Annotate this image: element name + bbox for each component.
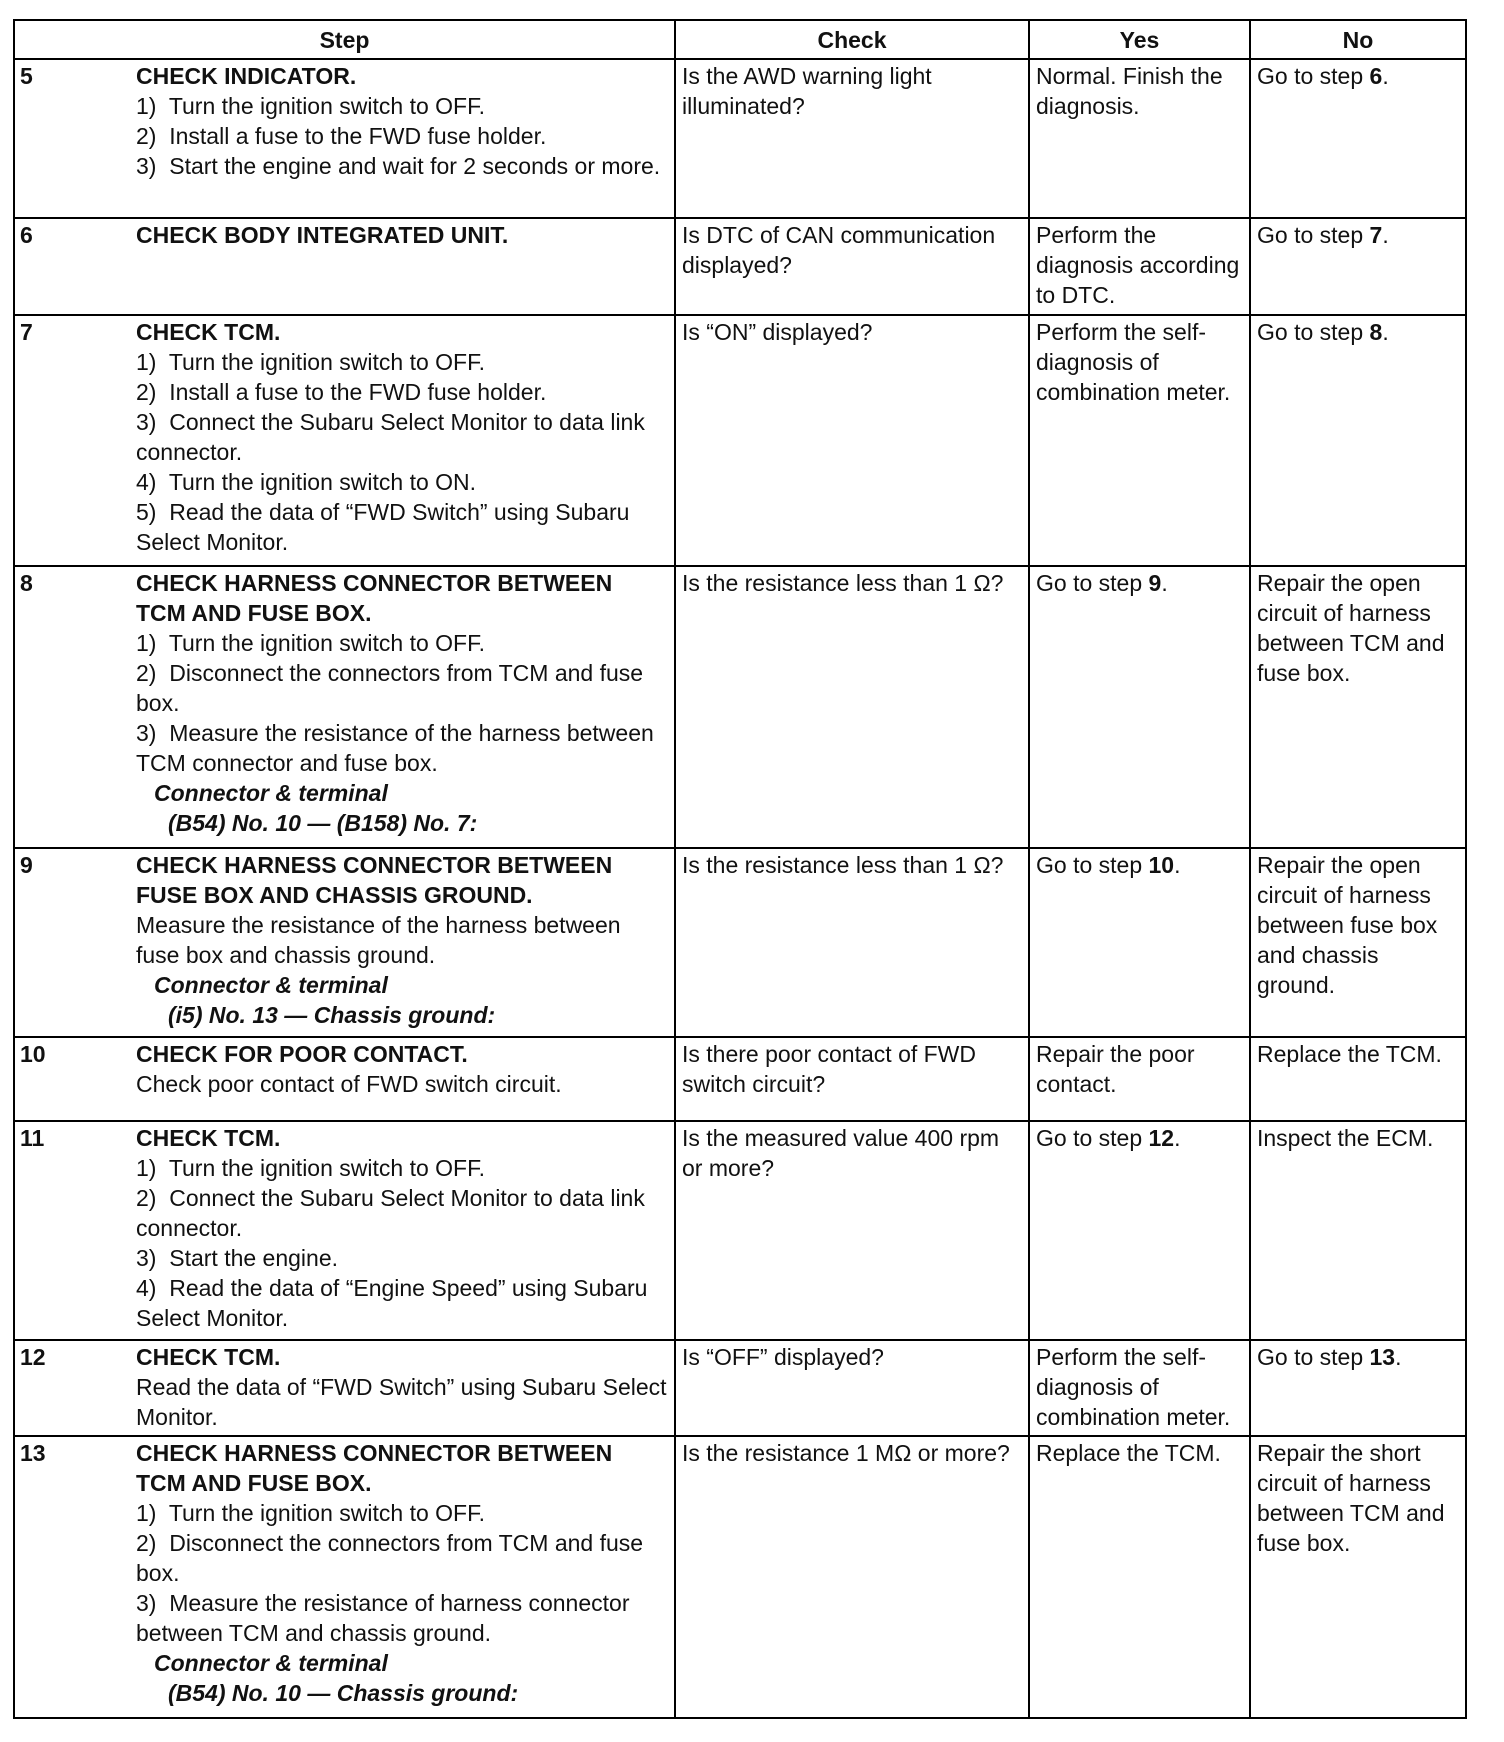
step-procedure <box>132 848 675 1037</box>
connector-terminal-label: Connector & terminal <box>154 1650 388 1676</box>
header-yes: Yes <box>1029 20 1250 59</box>
step-row-6 <box>14 218 1466 315</box>
instruction-line: 4) Read the data of “Engine Speed” using Subaru Select Monitor. <box>136 1275 648 1331</box>
header-check: Check <box>675 20 1029 59</box>
instruction-line: 1) Turn the ignition switch to OFF. <box>136 1155 485 1181</box>
step-row-8 <box>14 566 1466 848</box>
step-procedure <box>132 566 675 848</box>
step-title: CHECK TCM. <box>136 1125 281 1151</box>
check-question: Is the resistance less than 1 Ω? <box>675 566 1029 848</box>
check-question: Is there poor contact of FWD switch circuit? <box>675 1037 1029 1121</box>
instruction-line: 1) Turn the ignition switch to OFF. <box>136 93 485 119</box>
yes-action: Go to step 10. <box>1029 848 1250 1037</box>
instruction-line: 4) Turn the ignition switch to ON. <box>136 469 477 495</box>
yes-action: Perform the self-diagnosis of combination meter. <box>1029 1340 1250 1436</box>
no-action: Go to step 13. <box>1250 1340 1466 1436</box>
step-number: 7 <box>14 315 132 566</box>
instruction-text: Measure the resistance of the harness between fuse box and chassis ground. <box>136 912 621 968</box>
yes-action: Perform the diagnosis according to DTC. <box>1029 218 1250 315</box>
step-number: 12 <box>14 1340 132 1436</box>
step-number: 11 <box>14 1121 132 1340</box>
no-action: Inspect the ECM. <box>1250 1121 1466 1340</box>
check-question: Is the resistance less than 1 Ω? <box>675 848 1029 1037</box>
connector-terminal-label: Connector & terminal <box>154 780 388 806</box>
header-row <box>14 20 1466 59</box>
step-procedure <box>132 1436 675 1718</box>
step-procedure <box>132 1340 675 1436</box>
step-number: 8 <box>14 566 132 848</box>
diagnosis-table <box>13 19 1467 1719</box>
step-title: CHECK HARNESS CONNECTOR BETWEEN FUSE BOX AND CHASSIS GROUND. <box>136 852 613 908</box>
step-procedure <box>132 315 675 566</box>
step-procedure <box>132 1121 675 1340</box>
instruction-line: 2) Install a fuse to the FWD fuse holder. <box>136 123 547 149</box>
check-question: Is “OFF” displayed? <box>675 1340 1029 1436</box>
connector-terminal-label: Connector & terminal <box>154 972 388 998</box>
instruction-line: 2) Disconnect the connectors from TCM and fuse box. <box>136 660 644 716</box>
step-number: 10 <box>14 1037 132 1121</box>
instruction-text: Read the data of “FWD Switch” using Subaru Select Monitor. <box>136 1374 667 1430</box>
step-row-5 <box>14 59 1466 218</box>
connector-terminal-value: (B54) No. 10 — Chassis ground: <box>168 1680 519 1706</box>
instruction-line: 2) Disconnect the connectors from TCM and fuse box. <box>136 1530 644 1586</box>
instruction-line: 3) Measure the resistance of the harness between TCM connector and fuse box. <box>136 720 654 776</box>
step-row-11 <box>14 1121 1466 1340</box>
instruction-line: 1) Turn the ignition switch to OFF. <box>136 349 485 375</box>
connector-terminal-value: (i5) No. 13 — Chassis ground: <box>168 1002 496 1028</box>
yes-action: Repair the poor contact. <box>1029 1037 1250 1121</box>
yes-action: Normal. Finish the diagnosis. <box>1029 59 1250 218</box>
step-title: CHECK FOR POOR CONTACT. <box>136 1041 468 1067</box>
instruction-line: 3) Start the engine and wait for 2 seconds or more. <box>136 153 661 179</box>
step-title: CHECK TCM. <box>136 319 281 345</box>
step-title: CHECK TCM. <box>136 1344 281 1370</box>
step-row-7 <box>14 315 1466 566</box>
step-procedure <box>132 1037 675 1121</box>
no-action: Repair the open circuit of harness between TCM and fuse box. <box>1250 566 1466 848</box>
check-question: Is DTC of CAN communication displayed? <box>675 218 1029 315</box>
yes-action: Replace the TCM. <box>1029 1436 1250 1718</box>
no-action: Go to step 8. <box>1250 315 1466 566</box>
step-title: CHECK HARNESS CONNECTOR BETWEEN TCM AND FUSE BOX. <box>136 570 613 626</box>
step-number: 5 <box>14 59 132 218</box>
check-question: Is “ON” displayed? <box>675 315 1029 566</box>
instruction-line: 3) Start the engine. <box>136 1245 339 1271</box>
check-question: Is the resistance 1 MΩ or more? <box>675 1436 1029 1718</box>
no-action: Replace the TCM. <box>1250 1037 1466 1121</box>
step-procedure <box>132 218 675 315</box>
step-row-10 <box>14 1037 1466 1121</box>
instruction-line: 3) Connect the Subaru Select Monitor to data link connector. <box>136 409 645 465</box>
instruction-line: 5) Read the data of “FWD Switch” using Subaru Select Monitor. <box>136 499 630 555</box>
yes-action: Go to step 12. <box>1029 1121 1250 1340</box>
step-title: CHECK BODY INTEGRATED UNIT. <box>136 222 509 248</box>
step-procedure <box>132 59 675 218</box>
header-no: No <box>1250 20 1466 59</box>
yes-action: Perform the self-diagnosis of combination meter. <box>1029 315 1250 566</box>
instruction-line: 2) Install a fuse to the FWD fuse holder. <box>136 379 547 405</box>
instruction-line: 2) Connect the Subaru Select Monitor to data link connector. <box>136 1185 645 1241</box>
instruction-text: Check poor contact of FWD switch circuit. <box>136 1071 562 1097</box>
no-action: Repair the short circuit of harness between TCM and fuse box. <box>1250 1436 1466 1718</box>
step-row-12 <box>14 1340 1466 1436</box>
step-row-9 <box>14 848 1466 1037</box>
step-row-13 <box>14 1436 1466 1718</box>
no-action: Go to step 6. <box>1250 59 1466 218</box>
no-action: Repair the open circuit of harness between fuse box and chassis ground. <box>1250 848 1466 1037</box>
connector-terminal-value: (B54) No. 10 — (B158) No. 7: <box>168 810 478 836</box>
check-question: Is the AWD warning light illuminated? <box>675 59 1029 218</box>
step-title: CHECK INDICATOR. <box>136 63 357 89</box>
step-number: 6 <box>14 218 132 315</box>
instruction-line: 1) Turn the ignition switch to OFF. <box>136 630 485 656</box>
step-title: CHECK HARNESS CONNECTOR BETWEEN TCM AND FUSE BOX. <box>136 1440 613 1496</box>
check-question: Is the measured value 400 rpm or more? <box>675 1121 1029 1340</box>
yes-action: Go to step 9. <box>1029 566 1250 848</box>
step-number: 13 <box>14 1436 132 1718</box>
header-step: Step <box>14 20 675 59</box>
instruction-line: 3) Measure the resistance of harness connector between TCM and chassis ground. <box>136 1590 630 1646</box>
step-number: 9 <box>14 848 132 1037</box>
no-action: Go to step 7. <box>1250 218 1466 315</box>
instruction-line: 1) Turn the ignition switch to OFF. <box>136 1500 485 1526</box>
